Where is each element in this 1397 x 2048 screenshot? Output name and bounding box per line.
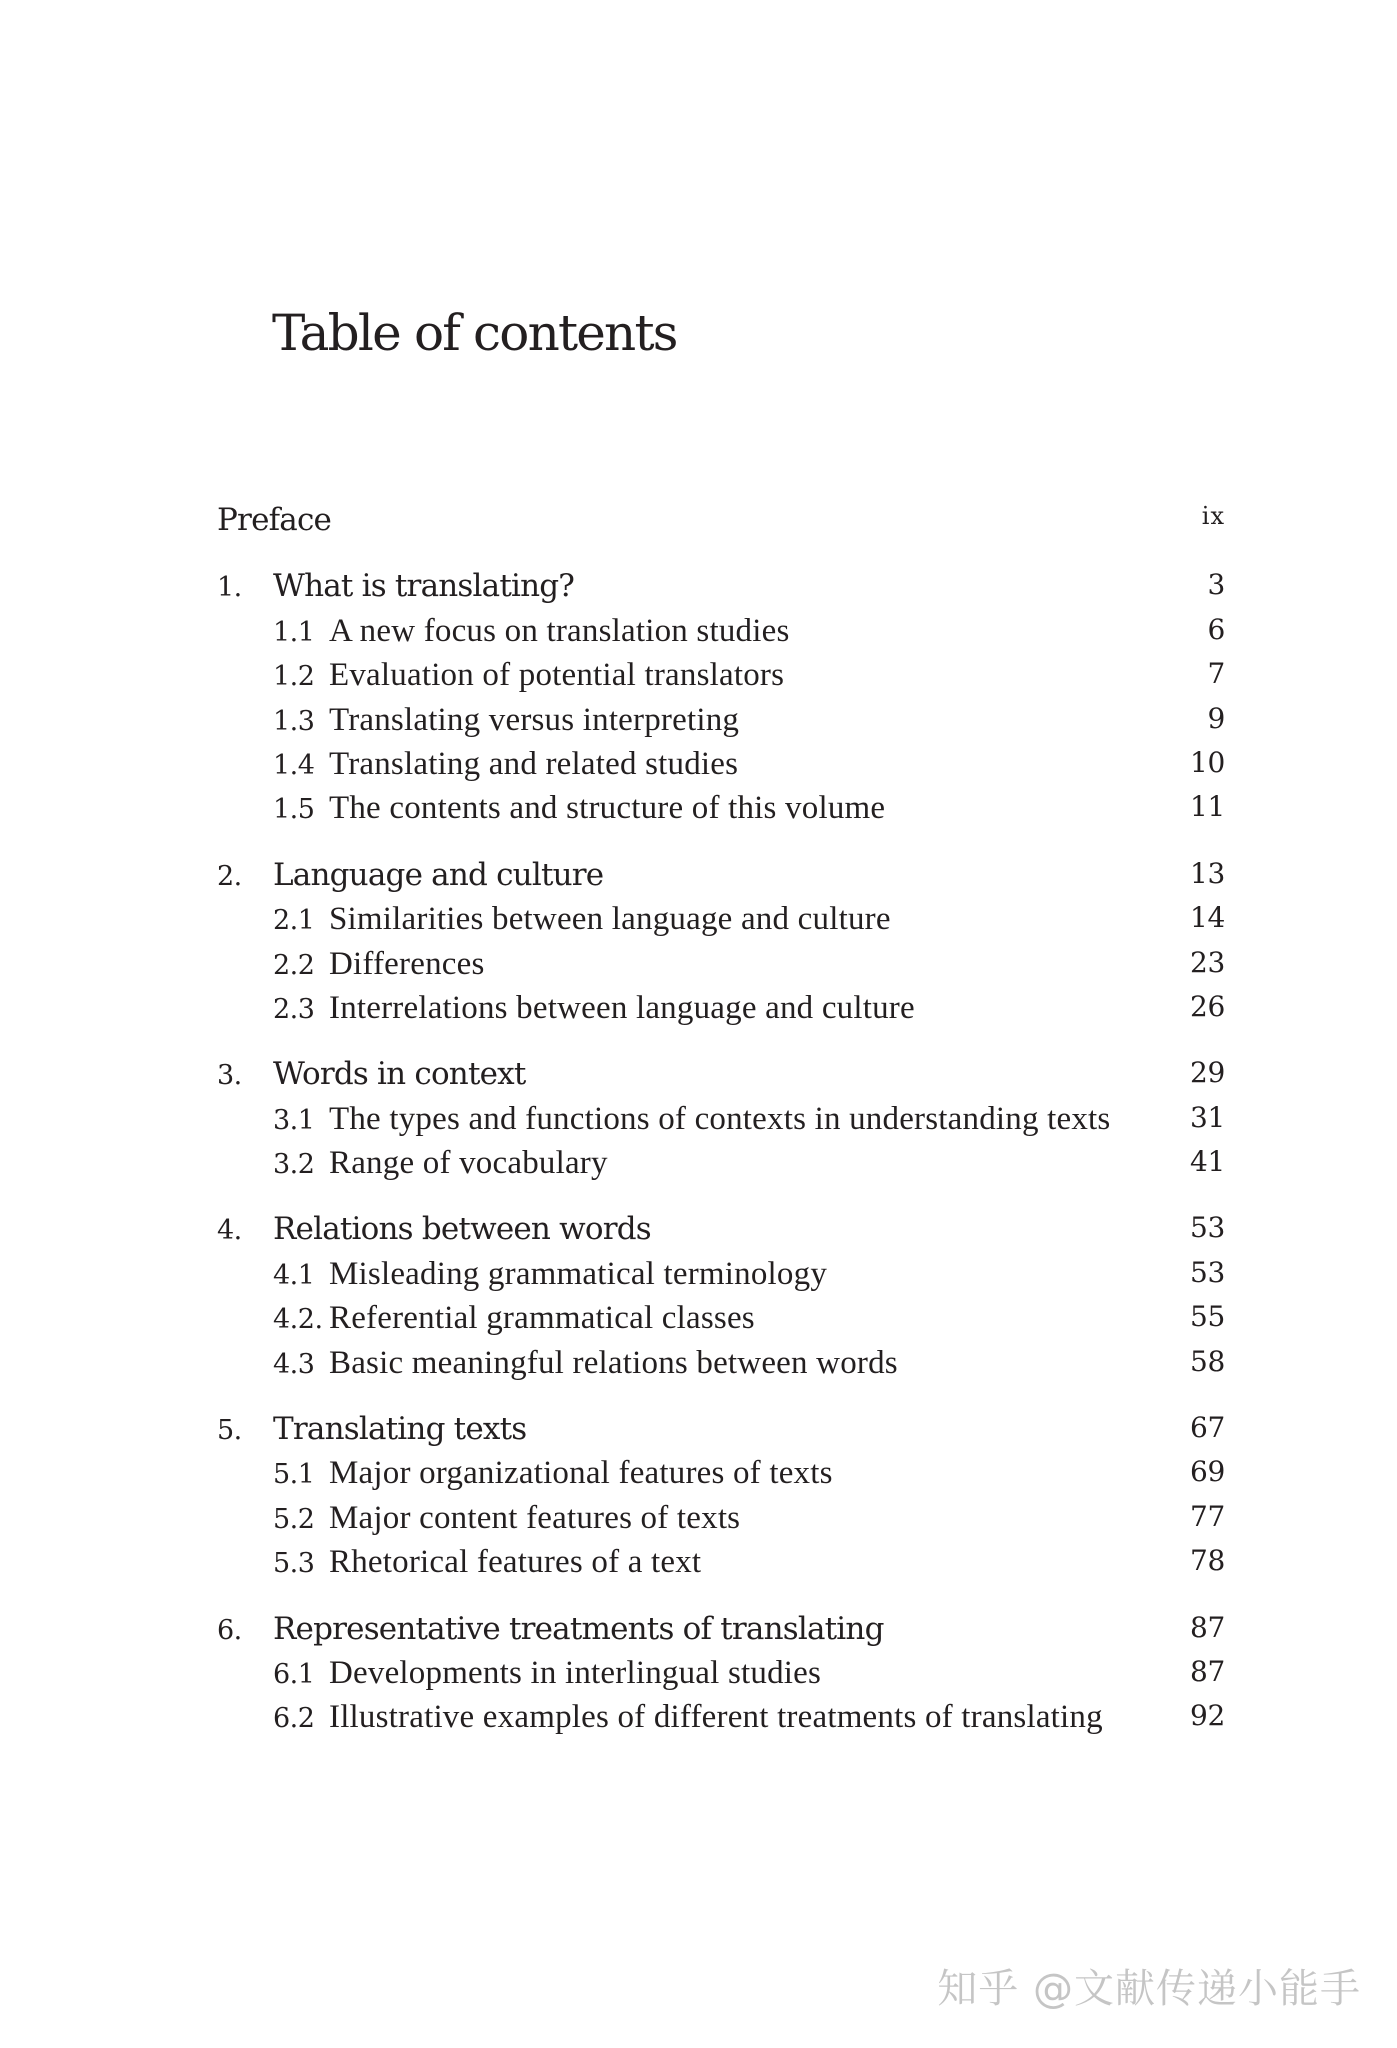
chapter-page: 29 xyxy=(1189,1056,1225,1090)
chapter-title: Relations between words xyxy=(273,1211,651,1248)
section-title: Rhetorical features of a text xyxy=(329,1544,702,1581)
chapter-page: 3 xyxy=(1207,568,1225,602)
toc-section-entry xyxy=(217,1300,1225,1344)
section-page: 23 xyxy=(1189,945,1225,979)
section-number: 1.4 xyxy=(273,749,315,781)
section-number: 3.1 xyxy=(273,1104,315,1136)
chapter-title: Translating texts xyxy=(273,1411,527,1448)
section-page: 58 xyxy=(1189,1344,1225,1378)
section-number: 2.2 xyxy=(273,949,315,981)
section-title: Major organizational features of texts xyxy=(329,1455,833,1492)
chapter-number: 5. xyxy=(217,1415,242,1447)
section-number: 4.1 xyxy=(273,1259,315,1291)
section-title: Interrelations between language and culture xyxy=(329,989,915,1026)
section-number: 4.2. xyxy=(273,1304,323,1336)
section-number: 4.3 xyxy=(273,1348,315,1380)
section-number: 6.2 xyxy=(273,1703,315,1735)
chapter-list xyxy=(217,568,1225,1743)
section-title: Basic meaningful relations between words xyxy=(329,1344,898,1381)
toc-section-entry xyxy=(217,1256,1225,1300)
section-title: Differences xyxy=(329,945,485,982)
section-title: Illustrative examples of different treatments of translating xyxy=(329,1699,1103,1736)
toc-section-entry xyxy=(217,1500,1225,1544)
section-number: 3.2 xyxy=(273,1149,315,1181)
toc-section-entry xyxy=(217,990,1225,1034)
section-title: Range of vocabulary xyxy=(329,1145,608,1182)
section-number: 5.3 xyxy=(273,1548,315,1580)
section-page: 10 xyxy=(1189,745,1225,779)
toc-chapter-entry xyxy=(217,857,1225,901)
section-page: 41 xyxy=(1189,1145,1225,1179)
chapter-number: 6. xyxy=(217,1614,242,1646)
toc-section-entry xyxy=(217,901,1225,945)
chapter-number: 3. xyxy=(217,1060,242,1092)
page-title: Table of contents xyxy=(272,304,677,362)
toc-section-entry xyxy=(217,1655,1225,1699)
section-number: 1.1 xyxy=(273,616,315,648)
table-of-contents xyxy=(217,502,1225,1744)
section-page: 55 xyxy=(1189,1300,1225,1334)
toc-section-entry xyxy=(217,1145,1225,1189)
toc-entry-page: ix xyxy=(1201,502,1225,530)
section-page: 87 xyxy=(1189,1654,1225,1688)
chapter-page: 87 xyxy=(1189,1610,1225,1644)
toc-chapter-entry xyxy=(217,1056,1225,1100)
section-page: 78 xyxy=(1189,1544,1225,1578)
section-number: 2.1 xyxy=(273,905,315,937)
chapter-title: Words in context xyxy=(273,1056,526,1093)
chapter-title: Language and culture xyxy=(273,856,604,893)
section-page: 53 xyxy=(1189,1255,1225,1289)
section-title: Major content features of texts xyxy=(329,1499,741,1536)
chapter-page: 53 xyxy=(1189,1211,1225,1245)
section-page: 11 xyxy=(1189,790,1225,824)
toc-section-entry xyxy=(217,790,1225,834)
section-number: 6.1 xyxy=(273,1658,315,1690)
chapter-page: 67 xyxy=(1189,1411,1225,1445)
section-number: 1.3 xyxy=(273,705,315,737)
section-page: 7 xyxy=(1207,657,1225,691)
section-title: Similarities between language and culture xyxy=(329,901,891,938)
toc-chapter-entry xyxy=(217,568,1225,612)
chapter-number: 2. xyxy=(217,860,242,892)
chapter-number: 1. xyxy=(217,572,242,604)
section-title: Evaluation of potential translators xyxy=(329,657,785,694)
watermark: 知乎 @文献传递小能手 xyxy=(937,1966,1361,2012)
section-page: 9 xyxy=(1207,701,1225,735)
section-page: 6 xyxy=(1207,612,1225,646)
section-title: The types and functions of contexts in understanding texts xyxy=(329,1100,1111,1137)
toc-chapter-entry xyxy=(217,1211,1225,1255)
section-page: 69 xyxy=(1189,1455,1225,1489)
toc-chapter-entry xyxy=(217,1411,1225,1455)
toc-section-entry xyxy=(217,613,1225,657)
section-number: 1.2 xyxy=(273,661,315,693)
section-title: The contents and structure of this volume xyxy=(329,790,886,827)
section-page: 14 xyxy=(1189,901,1225,935)
toc-entry-title: Preface xyxy=(217,502,332,538)
section-title: Referential grammatical classes xyxy=(329,1300,755,1337)
section-number: 5.2 xyxy=(273,1503,315,1535)
section-title: Translating and related studies xyxy=(329,745,739,782)
section-page: 31 xyxy=(1189,1100,1225,1134)
toc-section-entry xyxy=(217,1699,1225,1743)
section-page: 77 xyxy=(1189,1499,1225,1533)
toc-section-entry xyxy=(217,1544,1225,1588)
toc-section-entry xyxy=(217,1345,1225,1389)
toc-chapter-entry xyxy=(217,1611,1225,1655)
toc-entry-preface xyxy=(217,502,1225,546)
section-number: 2.3 xyxy=(273,993,315,1025)
section-number: 1.5 xyxy=(273,794,315,826)
section-title: Developments in interlingual studies xyxy=(329,1654,822,1691)
chapter-title: Representative treatments of translating xyxy=(273,1610,884,1647)
chapter-title: What is translating? xyxy=(273,568,575,605)
toc-section-entry xyxy=(217,746,1225,790)
chapter-page: 13 xyxy=(1189,856,1225,890)
toc-section-entry xyxy=(217,657,1225,701)
toc-section-entry xyxy=(217,1455,1225,1499)
toc-section-entry xyxy=(217,702,1225,746)
section-title: Misleading grammatical terminology xyxy=(329,1255,828,1292)
section-title: A new focus on translation studies xyxy=(329,612,790,649)
section-page: 92 xyxy=(1189,1699,1225,1733)
chapter-number: 4. xyxy=(217,1215,242,1247)
section-page: 26 xyxy=(1189,989,1225,1023)
toc-section-entry xyxy=(217,1101,1225,1145)
section-title: Translating versus interpreting xyxy=(329,701,740,738)
section-number: 5.1 xyxy=(273,1459,315,1491)
toc-section-entry xyxy=(217,946,1225,990)
